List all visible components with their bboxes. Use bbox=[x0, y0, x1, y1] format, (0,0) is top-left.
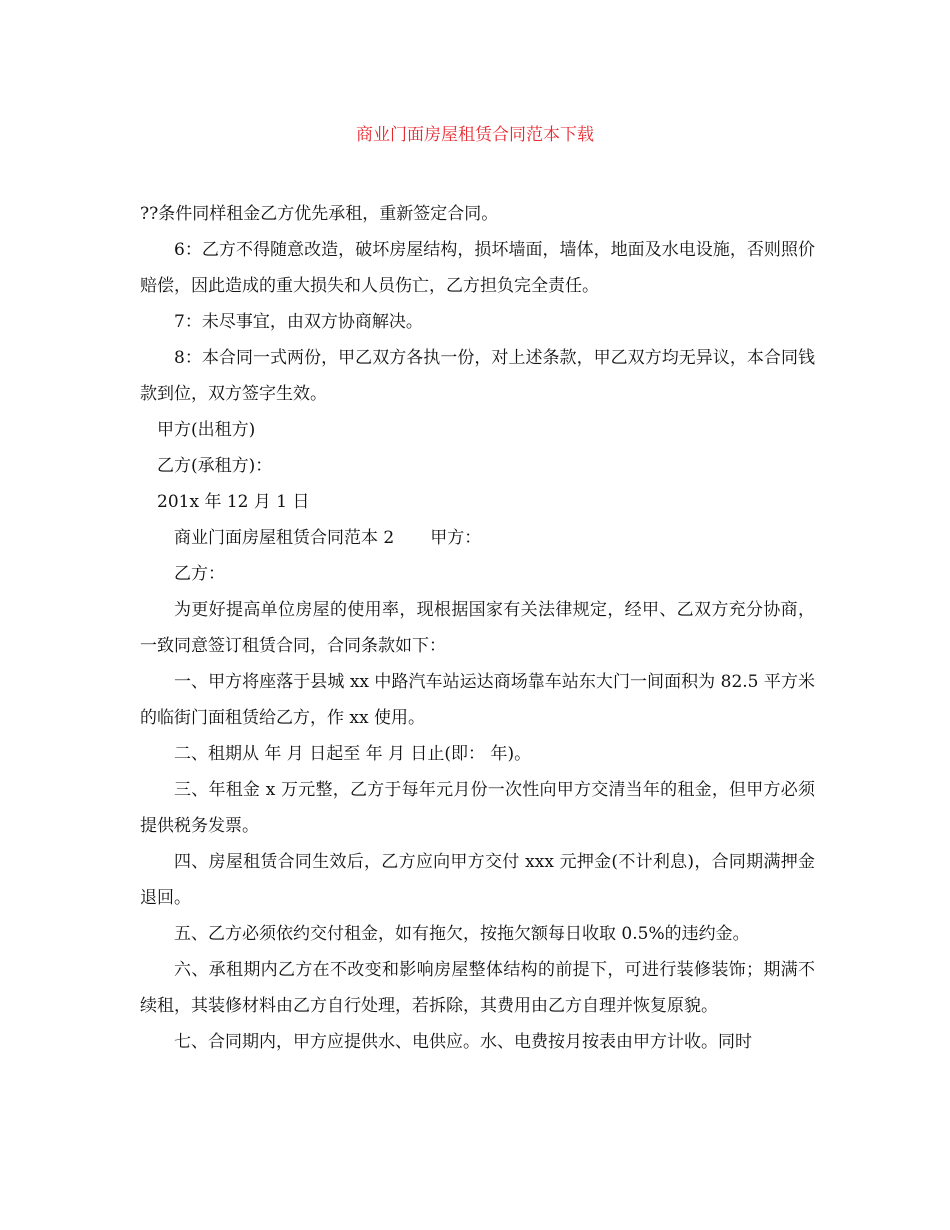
template-2-heading: 商业门面房屋租赁合同范本 2 bbox=[174, 528, 395, 548]
article-2: 二、租期从 年 月 日起至 年 月 日止(即： 年)。 bbox=[174, 744, 532, 764]
template-2-heading-line bbox=[140, 520, 815, 556]
document-body bbox=[140, 196, 815, 1060]
clause-6: 6：乙方不得随意改造，破坏房屋结构，损坏墙面，墙体，地面及水电设施，否则照价赔偿，因此造成的重大损失和人员伤亡，乙方担负完全责任。 bbox=[140, 240, 815, 296]
article-4: 四、房屋租赁合同生效后，乙方应向甲方交付 xxx 元押金(不计利息)，合同期满押金退回。 bbox=[140, 852, 815, 908]
document-title: 商业门面房屋租赁合同范本下载 bbox=[356, 125, 594, 145]
paragraph-continuation: ??条件同样租金乙方优先承租，重新签定合同。 bbox=[140, 204, 499, 224]
article-3: 三、年租金 x 万元整，乙方于每年元月份一次性向甲方交清当年的租金，但甲方必须提供税务发票。 bbox=[140, 780, 815, 836]
article-1: 一、甲方将座落于县城 xx 中路汽车站运达商场靠车站东大门一间面积为 82.5 平方米的临街门面租赁给乙方，作 xx 使用。 bbox=[140, 672, 815, 728]
clause-8: 8：本合同一式两份，甲乙双方各执一份，对上述条款，甲乙双方均无异议，本合同钱款到位，双方签字生效。 bbox=[140, 348, 815, 404]
article-6: 六、承租期内乙方在不改变和影响房屋整体结构的前提下，可进行装修装饰；期满不续租，其装修材料由乙方自行处理，若拆除，其费用由乙方自理并恢复原貌。 bbox=[140, 960, 815, 1016]
article-5: 五、乙方必须依约交付租金，如有拖欠，按拖欠额每日收取 0.5%的违约金。 bbox=[174, 924, 750, 944]
preamble: 为更好提高单位房屋的使用率，现根据国家有关法律规定，经甲、乙双方充分协商，一致同意签订租赁合同，合同条款如下： bbox=[140, 600, 815, 656]
clause-7: 7：未尽事宜，由双方协商解决。 bbox=[174, 312, 423, 332]
party-b-label: 乙方： bbox=[174, 564, 225, 584]
party-a-signature: 甲方(出租方) bbox=[157, 420, 256, 440]
party-b-signature: 乙方(承租方)： bbox=[157, 456, 273, 476]
signing-date: 201x 年 12 月 1 日 bbox=[157, 492, 310, 512]
article-7: 七、合同期内，甲方应提供水、电供应。水、电费按月按表由甲方计收。同时 bbox=[174, 1032, 752, 1052]
party-a-label: 甲方： bbox=[430, 528, 482, 548]
